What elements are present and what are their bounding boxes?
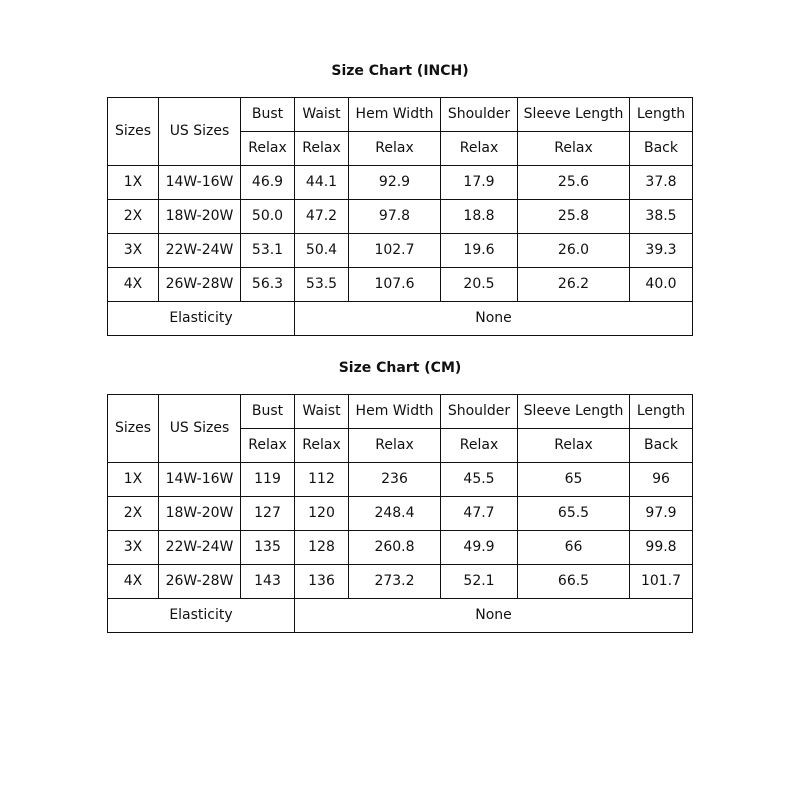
table-cell: 65.5 xyxy=(518,497,630,531)
column-header: Sleeve Length xyxy=(518,395,630,429)
table-row xyxy=(108,463,693,497)
column-header: Length xyxy=(630,98,693,132)
table-cell: 248.4 xyxy=(349,497,441,531)
table-cell: 49.9 xyxy=(441,531,518,565)
table-row xyxy=(108,497,693,531)
table-cell: 96 xyxy=(630,463,693,497)
table-row xyxy=(108,234,693,268)
table-cell: 135 xyxy=(241,531,295,565)
table-cell: 26.0 xyxy=(518,234,630,268)
table-cell: 18W-20W xyxy=(159,497,241,531)
table-cell: 52.1 xyxy=(441,565,518,599)
elasticity-row xyxy=(108,599,693,633)
column-subheader: Relax xyxy=(241,132,295,166)
table-row xyxy=(108,200,693,234)
table-cell: 143 xyxy=(241,565,295,599)
table-cell: 17.9 xyxy=(441,166,518,200)
table-cell: 65 xyxy=(518,463,630,497)
table-cell: 22W-24W xyxy=(159,234,241,268)
table-cell: 26W-28W xyxy=(159,565,241,599)
table-cell: 40.0 xyxy=(630,268,693,302)
table-cell: 18.8 xyxy=(441,200,518,234)
table-cell: 236 xyxy=(349,463,441,497)
column-header: US Sizes xyxy=(159,98,241,166)
elasticity-row xyxy=(108,302,693,336)
table-cell: 127 xyxy=(241,497,295,531)
table-cell: 4X xyxy=(108,565,159,599)
column-header: Sleeve Length xyxy=(518,98,630,132)
column-subheader: Relax xyxy=(441,132,518,166)
table-cell: 47.2 xyxy=(295,200,349,234)
column-header: Shoulder xyxy=(441,98,518,132)
header-row xyxy=(108,98,693,132)
table-cell: 37.8 xyxy=(630,166,693,200)
table-cell: 66.5 xyxy=(518,565,630,599)
column-header: Sizes xyxy=(108,395,159,463)
table-cell: 128 xyxy=(295,531,349,565)
column-header: Waist xyxy=(295,98,349,132)
column-subheader: Relax xyxy=(441,429,518,463)
table-cell: 97.8 xyxy=(349,200,441,234)
elasticity-value: None xyxy=(295,302,693,336)
table-cell: 44.1 xyxy=(295,166,349,200)
table-cell: 45.5 xyxy=(441,463,518,497)
table-cell: 22W-24W xyxy=(159,531,241,565)
table-cell: 20.5 xyxy=(441,268,518,302)
table-cell: 101.7 xyxy=(630,565,693,599)
column-subheader: Back xyxy=(630,429,693,463)
table-cell: 14W-16W xyxy=(159,463,241,497)
table-cell: 26W-28W xyxy=(159,268,241,302)
table-cell: 47.7 xyxy=(441,497,518,531)
column-subheader: Back xyxy=(630,132,693,166)
table-row xyxy=(108,565,693,599)
table-cell: 260.8 xyxy=(349,531,441,565)
column-subheader: Relax xyxy=(349,429,441,463)
column-header: Bust xyxy=(241,98,295,132)
elasticity-value: None xyxy=(295,599,693,633)
table-cell: 46.9 xyxy=(241,166,295,200)
column-header: US Sizes xyxy=(159,395,241,463)
table-cell: 25.8 xyxy=(518,200,630,234)
table-cell: 97.9 xyxy=(630,497,693,531)
table-row xyxy=(108,166,693,200)
table-cell: 50.0 xyxy=(241,200,295,234)
table-cell: 19.6 xyxy=(441,234,518,268)
column-subheader: Relax xyxy=(295,429,349,463)
table-cell: 1X xyxy=(108,463,159,497)
table-cell: 92.9 xyxy=(349,166,441,200)
column-header: Hem Width xyxy=(349,98,441,132)
column-header: Sizes xyxy=(108,98,159,166)
column-header: Waist xyxy=(295,395,349,429)
header-row xyxy=(108,395,693,429)
column-subheader: Relax xyxy=(349,132,441,166)
table-cell: 112 xyxy=(295,463,349,497)
column-subheader: Relax xyxy=(518,132,630,166)
column-header: Bust xyxy=(241,395,295,429)
table-cell: 107.6 xyxy=(349,268,441,302)
chart-title-inch: Size Chart (INCH) xyxy=(331,63,469,79)
table-cell: 18W-20W xyxy=(159,200,241,234)
table-cell: 38.5 xyxy=(630,200,693,234)
table-cell: 3X xyxy=(108,531,159,565)
table-cell: 1X xyxy=(108,166,159,200)
table-cell: 3X xyxy=(108,234,159,268)
table-row xyxy=(108,268,693,302)
column-header: Shoulder xyxy=(441,395,518,429)
table-cell: 273.2 xyxy=(349,565,441,599)
table-cell: 53.1 xyxy=(241,234,295,268)
table-row xyxy=(108,531,693,565)
table-cell: 2X xyxy=(108,497,159,531)
table-cell: 26.2 xyxy=(518,268,630,302)
table-cell: 136 xyxy=(295,565,349,599)
size-table-inch xyxy=(107,97,693,336)
elasticity-label: Elasticity xyxy=(108,302,295,336)
table-cell: 25.6 xyxy=(518,166,630,200)
chart-title-cm: Size Chart (CM) xyxy=(338,360,462,376)
column-subheader: Relax xyxy=(295,132,349,166)
table-cell: 119 xyxy=(241,463,295,497)
table-cell: 56.3 xyxy=(241,268,295,302)
column-header: Hem Width xyxy=(349,395,441,429)
table-cell: 53.5 xyxy=(295,268,349,302)
table-cell: 2X xyxy=(108,200,159,234)
table-cell: 99.8 xyxy=(630,531,693,565)
table-cell: 102.7 xyxy=(349,234,441,268)
column-subheader: Relax xyxy=(518,429,630,463)
table-cell: 4X xyxy=(108,268,159,302)
table-cell: 66 xyxy=(518,531,630,565)
column-subheader: Relax xyxy=(241,429,295,463)
table-cell: 14W-16W xyxy=(159,166,241,200)
elasticity-label: Elasticity xyxy=(108,599,295,633)
table-cell: 120 xyxy=(295,497,349,531)
size-table-cm xyxy=(107,394,693,633)
table-cell: 50.4 xyxy=(295,234,349,268)
table-cell: 39.3 xyxy=(630,234,693,268)
column-header: Length xyxy=(630,395,693,429)
